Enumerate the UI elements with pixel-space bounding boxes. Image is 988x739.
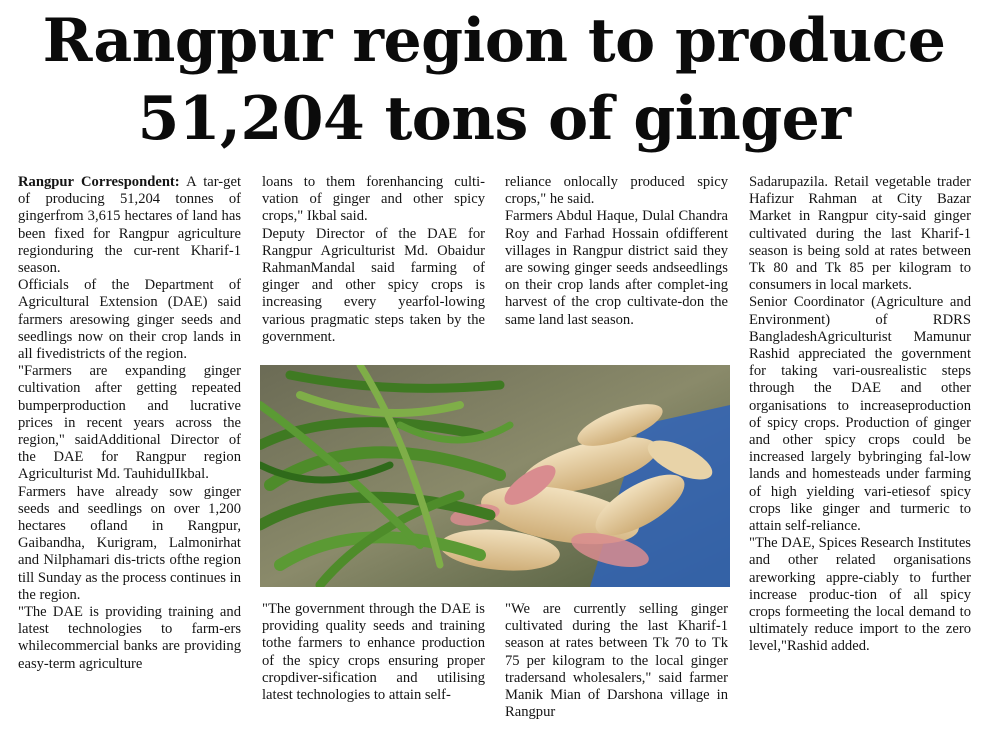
article-column-4 — [749, 174, 971, 656]
article-column-1 — [18, 174, 241, 673]
paragraph: "The DAE, Spices Research Institutes and other related organisations areworking appre-ciably to further increase produc-tion of all spicy crops formeeting the local demand to ultimately reduce import to the zero level,"Rashid added. — [749, 535, 971, 655]
byline: Rangpur Correspondent: — [18, 174, 180, 190]
paragraph: Senior Coordinator (Agriculture and Environment) of RDRS BangladeshAgriculturist Mamunur Rashid appreciated the government for taking vari-ousrealistic steps through the DAE and other organisations to increaseproduction of spicy crops. Production of ginger and other spicy crops could be increased largely bybringing fal-low lands and homesteads under farming of high yielding vari-etiesof spicy crops like ginger and turmeric to attain self-reliance. — [749, 294, 971, 535]
article-column-3-lower — [505, 601, 728, 721]
paragraph: Farmers Abdul Haque, Dulal Chandra Roy and Farhad Hossain ofdifferent villages in Rangpur district said they are sowing ginger seeds andseedlings on their crop lands after complet-ing harvest of the crop cultivate-don the same land last season. — [505, 208, 728, 328]
ginger-illustration — [260, 365, 730, 587]
paragraph: Deputy Director of the DAE for Rangpur Agriculturist Md. Obaidur RahmanMandal said farming of ginger and other spicy crops is increasing every yearfol-lowing various pragmatic steps taken by the government. — [262, 225, 485, 345]
article-column-3 — [505, 174, 728, 329]
headline-line-2: 51,204 tons of ginger — [137, 84, 851, 154]
lead-paragraph — [18, 174, 241, 277]
article-column-2 — [262, 174, 485, 346]
headline-line-1: Rangpur region to produce — [42, 6, 946, 76]
lead-text: A tar-get of producing 51,204 tonnes of gingerfrom 3,615 hectares of land has been fixed for Rangpur agriculture regionduring the cur-rent Kharif-1 season. — [18, 174, 241, 277]
paragraph: "The government through the DAE is providing quality seeds and training tothe farmers to enhance production of the spicy crops ensuring proper cropdiver-sification and utilising latest technologies to attain self- — [262, 601, 485, 704]
paragraph: "We are currently selling ginger cultivated during the last Kharif-1 season at rates between Tk 70 to Tk 75 per kilogram to the local ginger tradersand wholesalers," said farmer Manik Mian of Darshona village in Rangpur — [505, 601, 728, 721]
article-column-2-lower — [262, 601, 485, 704]
paragraph: "The DAE is providing training and latest technologies to farm-ers whilecommercial banks are providing easy-term agriculture — [18, 604, 241, 672]
paragraph: Officials of the Department of Agricultural Extension (DAE) said farmers aresowing ginger seeds and seedlings now on their crop lands in all fivedistricts of the region. — [18, 277, 241, 363]
paragraph: reliance onlocally produced spicy crops," he said. — [505, 174, 728, 208]
paragraph: "Farmers are expanding ginger cultivation after getting repeated bumperproduction and lucrative prices in recent years across the region," saidAdditional Director of the DAE for Rangpur region Agriculturist Md. TauhidulIkbal. — [18, 363, 241, 483]
paragraph: Farmers have already sow ginger seeds and seedlings on over 1,200 hectares ofland in Rangpur, Gaibandha, Kurigram, Lalmonirhat and Nilphamari dis-tricts ofthe region till Sunday as the process continues in the region. — [18, 483, 241, 603]
paragraph: Sadarupazila. Retail vegetable trader Hafizur Rahman at City Bazar Market in Rangpur city-said ginger cultivated during the last Kharif-1 season is being sold at rates between Tk 80 and Tk 85 per kilogram to consumers in local markets. — [749, 174, 971, 294]
ginger-photo — [260, 365, 730, 587]
paragraph: loans to them forenhancing culti-vation of ginger and other spicy crops," Ikbal said. — [262, 174, 485, 225]
